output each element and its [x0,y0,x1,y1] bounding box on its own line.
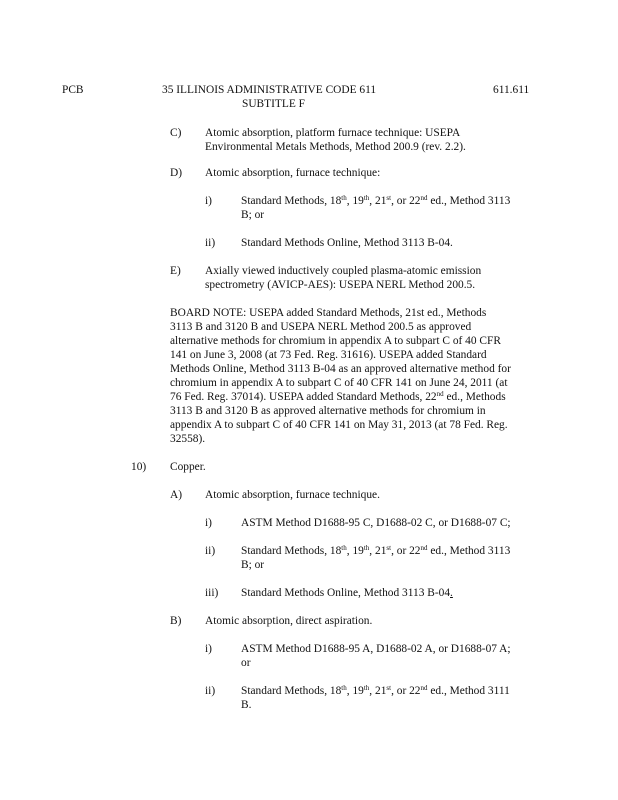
header-section-number: 611.611 [493,84,530,96]
copper-a-ii-line2: B; or [241,559,265,571]
copper-b-i-line1: ASTM Method D1688-95 A, D1688-02 A, or D1688-07 A; [241,643,511,655]
copper-a-text: Atomic absorption, furnace technique. [205,489,380,501]
document-page: PCB 35 ILLINOIS ADMINISTRATIVE CODE 611 SUBTITLE F 611.611 C) Atomic absorption, platform furnace technique: USEPA Environmental Metals Methods, Method 200.9 (rev. 2.2). D) Atomic absorption, furnace technique: i) Standard Methods, 18th, 19th, 21st, or 22nd ed., Method 3113 B; or ii) Standard Methods Online, Method 3113 B-04. E) Axially viewed inductively coupled plasma-atomic emission spectrometry (AVICP-AES): USEPA NERL Method 200.5. BOARD NOTE: USEPA added Standard Methods, 21st ed., Methods 3113 B and 3120 B and USEPA NERL Method 200.5 as approved alternative methods for chromium in appendix A to subpart C of 40 CFR 141 on June 3, 2008 (at 73 Fed. Reg. 31616). USEPA added Standard Methods Online, Method 3113 B-04 as an approved alternative method for chromium in appendix A to subpart C of 40 CFR 141 on June 24, 2011 (at 76 Fed. Reg. 37014). USEPA added Standard Methods, 22nd ed., Methods 3113 B and 3120 B as approved alternative methods for chromium in appendix A to subpart C of 40 CFR 141 on May 31, 2013 (at 78 Fed. Reg. 32558). 10) Copper. A) Atomic absorption, furnace technique. i) ASTM Method D1688-95 C, D1688-02 C, or D1688-07 C; ii) Standard Methods, 18th, 19th, 21st, or 22nd ed., Method 3113 B; or iii) Standard Methods Online, Method 3113 B-04. B) Atomic absorption, direct aspiration. i) ASTM Method D1688-95 A, D1688-02 A, or D1688-07 A; or ii) Standard Methods, 18th, 19th, 21st, or 22nd ed., Method 3111 B. [62,84,530,711]
item-d-i-line1: Standard Methods, 18th, 19th, 21st, or 22nd ed., Method 3113 [241,194,511,207]
item-d-i-label: i) [205,195,212,207]
item-d-ii-text: Standard Methods Online, Method 3113 B-04. [241,237,453,249]
item-e-line2: spectrometry (AVICP-AES): USEPA NERL Method 200.5. [205,279,476,291]
item-c-line1: Atomic absorption, platform furnace technique: USEPA [205,127,461,139]
copper-title: Copper. [170,461,206,473]
copper-a-ii-line1: Standard Methods, 18th, 19th, 21st, or 22nd ed., Method 3113 [241,544,511,557]
copper-a-ii-label: ii) [205,545,216,557]
item-e-label: E) [170,265,181,277]
copper-a-i-label: i) [205,517,212,529]
copper-b-ii-line2: B. [241,699,252,711]
item-d-text: Atomic absorption, furnace technique: [205,167,381,179]
copper-b-i-label: i) [205,643,212,655]
copper-b-ii-label: ii) [205,685,216,697]
item-e-line1: Axially viewed inductively coupled plasma-atomic emission [205,265,482,277]
copper-b-i-line2: or [241,657,251,669]
copper-a-i-text: ASTM Method D1688-95 C, D1688-02 C, or D1688-07 C; [241,517,511,529]
copper-b-label: B) [170,615,182,627]
copper-a-iii-text: Standard Methods Online, Method 3113 B-04. [241,587,453,599]
item-d-label: D) [170,167,183,179]
copper-a-label: A) [170,489,183,501]
copper-b-ii-line1: Standard Methods, 18th, 19th, 21st, or 22nd ed., Method 3111 [241,684,510,697]
item-d-i-line2: B; or [241,209,265,221]
copper-a-iii-label: iii) [205,587,219,599]
copper-label: 10) [131,461,147,473]
item-d-ii-label: ii) [205,237,216,249]
item-c-label: C) [170,127,182,139]
header-subtitle: SUBTITLE F [242,98,305,110]
copper-b-text: Atomic absorption, direct aspiration. [205,615,373,627]
item-c-line2: Environmental Metals Methods, Method 200.9 (rev. 2.2). [205,141,466,153]
header-agency: PCB [62,84,84,96]
header-code-title: 35 ILLINOIS ADMINISTRATIVE CODE 611 [162,84,377,96]
